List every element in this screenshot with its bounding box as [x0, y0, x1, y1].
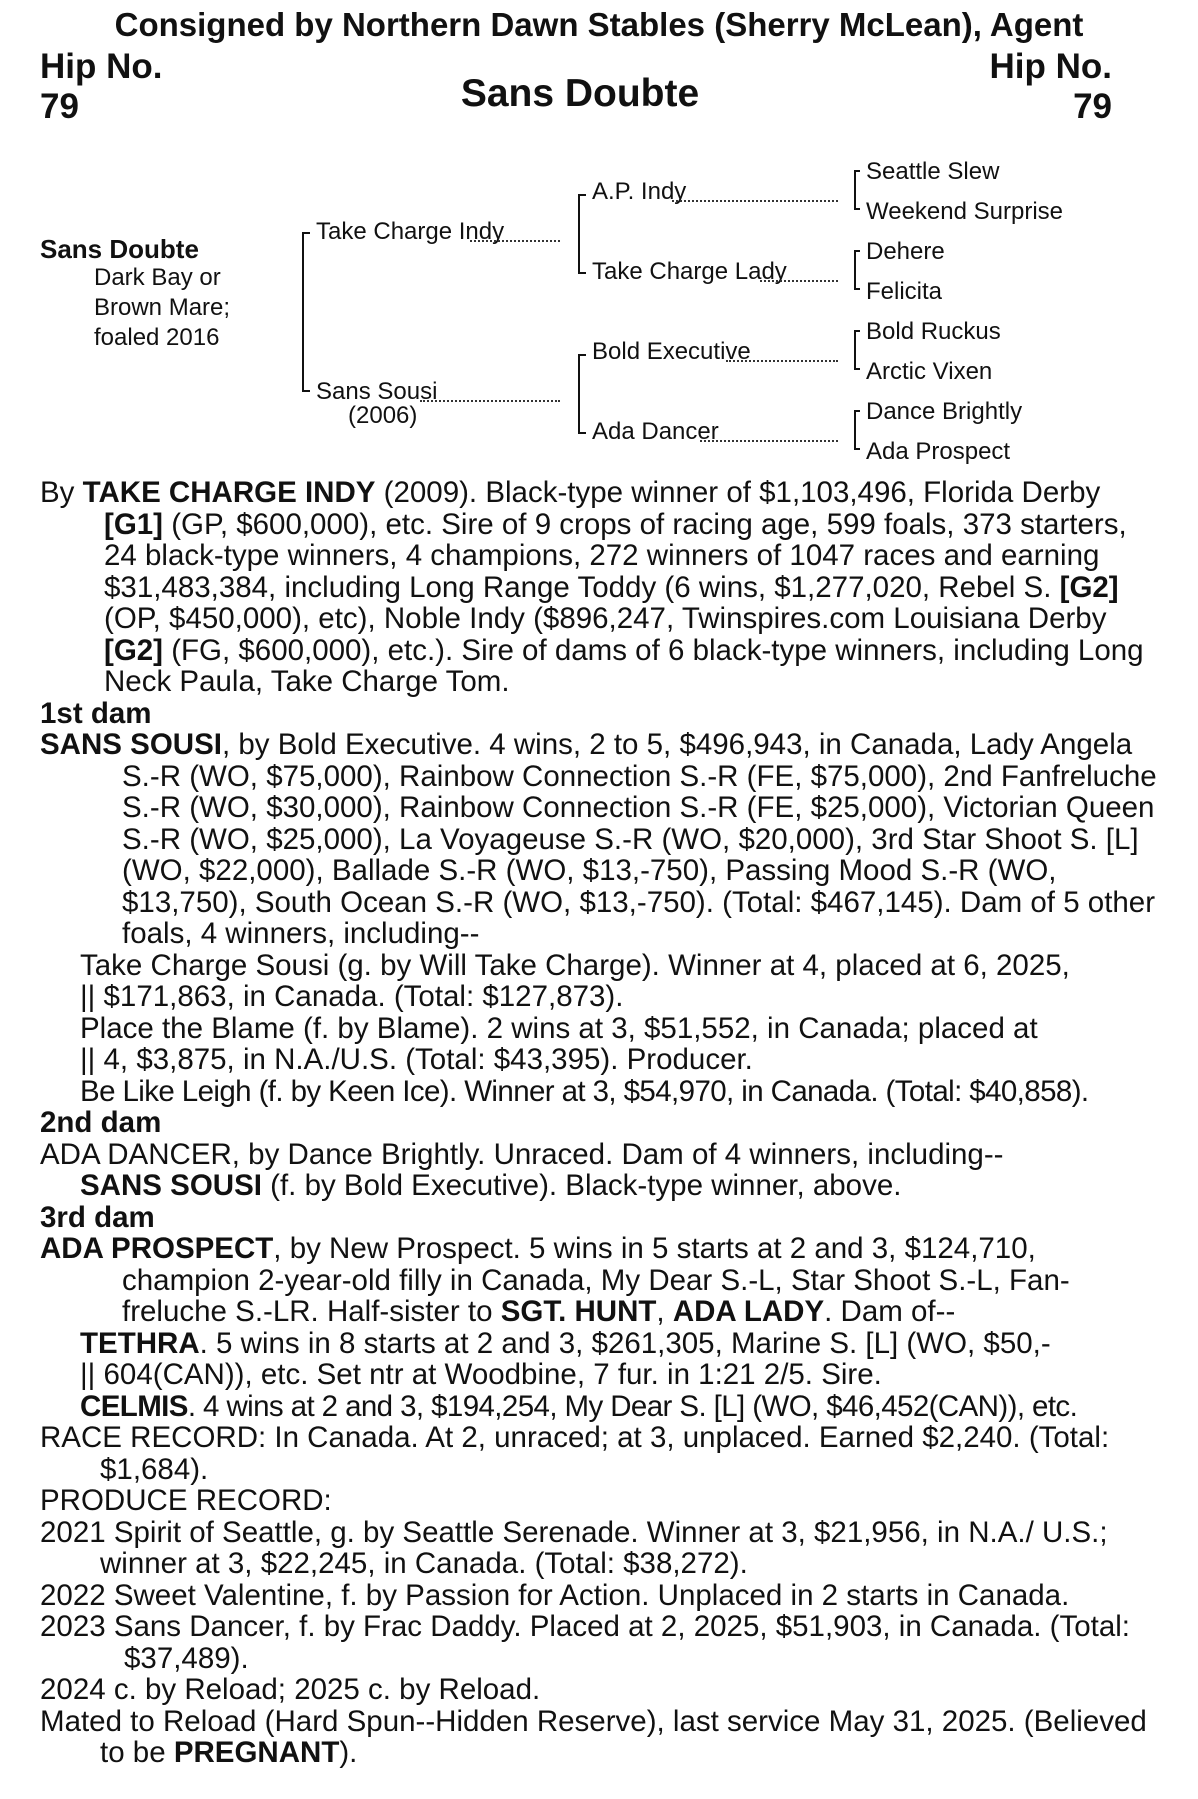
second-dam-produce	[40, 1170, 1160, 1202]
third-dam-paragraph	[40, 1233, 1160, 1328]
sire-name: TAKE CHARGE INDY	[82, 476, 376, 509]
leader-dots	[726, 360, 838, 362]
produce-name: SANS SOUSI	[80, 1169, 262, 1202]
grade-badge: [G2]	[104, 633, 163, 667]
pedigree-g3: Felicita	[866, 278, 943, 305]
bracket-gen3	[854, 330, 856, 370]
grade-badge: [G2]	[1059, 570, 1119, 604]
pedigree-g3: Dance Brightly	[866, 398, 1023, 425]
foal-text: || $171,863, in Canada. (Total: $127,873).	[80, 980, 624, 1013]
bracket-gen3-tick	[854, 410, 860, 412]
hip-number-right: 79	[1073, 87, 1112, 126]
leader-dots	[470, 240, 560, 242]
bracket-gen2-sire-bottom	[578, 272, 586, 274]
third-dam-text: , by New Prospect. 5 wins in 5 starts at 2 and 3, $124,710, champion 2-year-old filly in Canada, My Dear S.-L, Star Shoot S.-L, Fan-freluche S.-LR. Half-sister to	[122, 1232, 1070, 1328]
consignor-line: Consigned by Northern Dawn Stables (Sherry McLean), Agent	[114, 6, 1084, 43]
pedigree-g3: Bold Ruckus	[866, 318, 1001, 345]
second-dam-line: ADA DANCER, by Dance Brightly. Unraced. Dam of 4 winners, including--	[40, 1137, 1004, 1171]
produce-entry	[40, 1328, 1160, 1391]
third-dam-name: ADA PROSPECT	[40, 1232, 274, 1265]
bracket-gen1-bottom	[302, 390, 310, 392]
pedigree-g3: Ada Prospect	[866, 438, 1011, 465]
race-record: RACE RECORD: In Canada. At 2, unraced; at 3, unplaced. Earned $2,240. (Total: $1,684).	[40, 1421, 1110, 1486]
produce-record-entry: 2022 Sweet Valentine, f. by Passion for Action. Unplaced in 2 starts in Canada.	[40, 1578, 1070, 1612]
bracket-gen3	[854, 170, 856, 210]
separator: ,	[656, 1295, 673, 1328]
produce-record-entry: 2024 c. by Reload; 2025 c. by Reload.	[40, 1673, 541, 1706]
subject-line1: Dark Bay or	[94, 264, 221, 291]
bracket-gen3-tick	[854, 368, 860, 370]
produce-record-heading: PRODUCE RECORD:	[40, 1484, 332, 1517]
leader-dots	[760, 280, 838, 282]
foal-text: Take Charge Sousi (g. by Will Take Charge). Winner at 4, placed at 6, 2025,	[80, 948, 1070, 982]
hip-number-left: 79	[40, 87, 79, 126]
pedigree-sire-sire: A.P. Indy	[592, 178, 687, 205]
bracket-gen2-sire-top	[578, 194, 586, 196]
pedigree-g3: Arctic Vixen	[866, 358, 993, 385]
produce-name: CELMIS	[80, 1389, 188, 1423]
pedigree-sire-dam: Take Charge Lady	[592, 258, 787, 285]
sire-text: (FG, $600,000), etc.). Sire of dams of 6 black-type winners, including Long Neck Paula, Take Charge Tom.	[104, 633, 1144, 698]
pedigree-dam-dam: Ada Dancer	[592, 418, 719, 445]
hip-label-left: Hip No.	[40, 47, 163, 86]
first-dam-text: , by Bold Executive. 4 wins, 2 to 5, $496,943, in Canada, Lady Angela S.-R (WO, $75,000), Rainbow Connection S.-R (FE, $75,000), 2nd Fanfreluche S.-R (WO, $30,000), Rainbow Connection S.-R (FE, $25,000), Victorian Queen S.-R (WO, $25,000), La Voyageuse S.-R (WO, $20,000), 3rd Star Shoot S. [L] (WO, $22,000), Ballade S.-R (WO, $13,-750), Passing Mood S.-R (WO, $13,750), South Ocean S.-R (WO, $13,-750). (Total: $467,145). Dam of 5 other foals, 4 winners, including--	[122, 728, 1157, 950]
bracket-gen3-tick	[854, 208, 860, 210]
sire-text: (GP, $600,000), etc. Sire of 9 crops of racing age, 599 foals, 373 starters, 24 black-type winners, 4 champions, 272 winners of 1047 races and earning $31,483,384, including Long Range Toddy (6 wins, $1,277,020, Rebel S.	[104, 507, 1127, 604]
pedigree-sire: Take Charge Indy	[316, 218, 505, 245]
catalog-body	[40, 477, 1160, 1769]
foal-text: || 4, $3,875, in N.A./U.S. (Total: $43,395). Producer.	[80, 1043, 753, 1076]
leader-dots	[420, 400, 560, 402]
foal-entry	[40, 1076, 1160, 1108]
sire-text: (2009). Black-type winner of $1,103,496, Florida Derby	[375, 476, 1101, 509]
sire-text: (OP, $450,000), etc), Noble Indy ($896,247, Twinspires.com Louisiana Derby	[104, 602, 1107, 635]
bracket-gen2-dam-top	[578, 354, 586, 356]
pedigree-dam-year: (2006)	[348, 402, 418, 429]
bracket-gen3-tick	[854, 448, 860, 450]
pedigree-dam-sire: Bold Executive	[592, 338, 751, 365]
bracket-gen3-tick	[854, 330, 860, 332]
sire-paragraph	[40, 477, 1160, 698]
pedigree-g3: Weekend Surprise	[866, 198, 1063, 225]
bracket-gen3-tick	[854, 288, 860, 290]
third-dam-heading: 3rd dam	[40, 1200, 155, 1234]
foal-entry	[40, 1013, 1160, 1076]
bracket-gen2-sire	[578, 194, 580, 274]
subject-line2: Brown Mare;	[94, 294, 231, 321]
bracket-gen2-dam-bottom	[578, 432, 586, 434]
sibling-name: ADA LADY	[672, 1295, 825, 1328]
pedigree-g3: Seattle Slew	[866, 158, 1000, 185]
bracket-gen3-tick	[854, 170, 860, 172]
leader-dots	[672, 200, 838, 202]
produce-text: (f. by Bold Executive). Black-type winner, above.	[261, 1169, 902, 1202]
mated-line	[40, 1706, 1160, 1769]
bracket-gen3	[854, 410, 856, 450]
bracket-gen3-tick	[854, 250, 860, 252]
second-dam-heading: 2nd dam	[40, 1106, 162, 1139]
pregnant-status: PREGNANT	[173, 1736, 340, 1769]
produce-entry	[40, 1391, 1160, 1423]
produce-text: . 5 wins in 8 starts at 2 and 3, $261,305, Marine S. [L] (WO, $50,-	[199, 1326, 1051, 1360]
foal-text: Place the Blame (f. by Blame). 2 wins at 3, $51,552, in Canada; placed at	[80, 1011, 1038, 1045]
pedigree-dam: Sans Sousi	[316, 378, 438, 405]
sire-lead: By	[40, 476, 83, 509]
foal-text: Be Like Leigh (f. by Keen Ice). Winner at 3, $54,970, in Canada. (Total: $40,858).	[80, 1074, 1089, 1108]
mated-text: Mated to Reload (Hard Spun--Hidden Reserve), last service May 31, 2025. (Believed to be	[40, 1704, 1147, 1769]
first-dam-name: SANS SOUSI	[40, 728, 222, 761]
horse-title: Sans Doubte	[460, 72, 700, 115]
produce-record-entry: 2021 Spirit of Seattle, g. by Seattle Serenade. Winner at 3, $21,956, in N.A./ U.S.; winner at 3, $22,245, in Canada. (Total: $38,272).	[40, 1515, 1108, 1580]
foal-entry	[40, 950, 1160, 1013]
produce-text: || 604(CAN)), etc. Set ntr at Woodbine, 7 fur. in 1:21 2/5. Sire.	[80, 1358, 882, 1391]
produce-record-entry: 2023 Sans Dancer, f. by Frac Daddy. Placed at 2, 2025, $51,903, in Canada. (Total: $37,489).	[40, 1610, 1130, 1675]
leader-dots	[700, 440, 838, 442]
bracket-gen3	[854, 250, 856, 290]
first-dam-heading: 1st dam	[40, 696, 152, 730]
produce-text: . 4 wins at 2 and 3, $194,254, My Dear S. [L] (WO, $46,452(CAN)), etc.	[187, 1389, 1078, 1423]
first-dam-paragraph	[40, 729, 1160, 950]
grade-badge: [G1]	[104, 507, 163, 541]
sibling-name: SGT. HUNT	[500, 1295, 657, 1328]
bracket-gen2-dam	[578, 354, 580, 434]
hip-label-right: Hip No.	[989, 47, 1112, 86]
subject-name: Sans Doubte	[40, 234, 199, 264]
bracket-gen1-top	[302, 232, 310, 234]
mated-text: ).	[339, 1736, 358, 1769]
third-dam-text: . Dam of--	[824, 1295, 956, 1328]
subject-line3: foaled 2016	[94, 324, 220, 351]
produce-name: TETHRA	[80, 1326, 200, 1360]
pedigree-g3: Dehere	[866, 238, 945, 265]
bracket-gen1	[302, 232, 304, 392]
